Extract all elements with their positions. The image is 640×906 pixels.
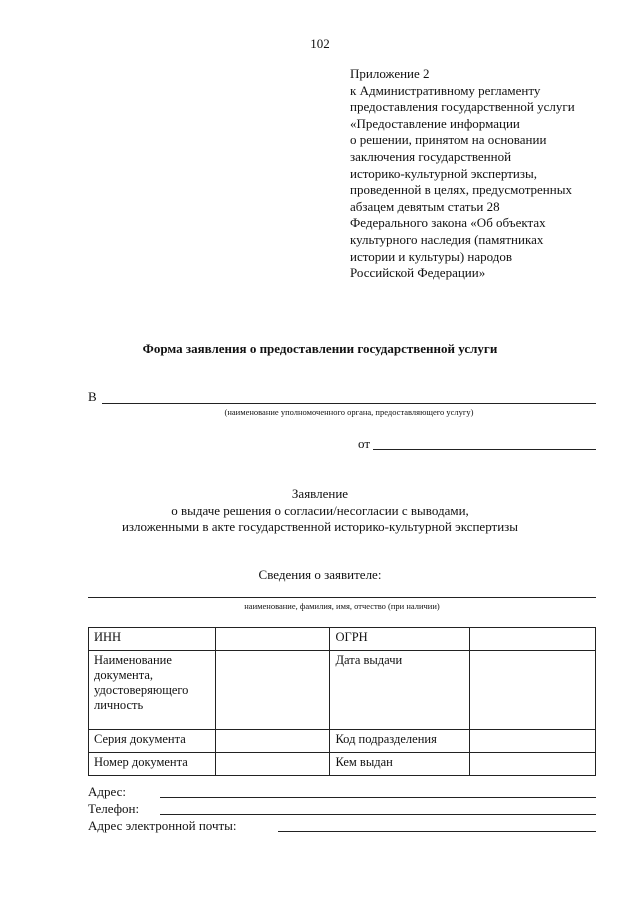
document-series-label: Серия документа [89,730,216,753]
document-series-value-cell[interactable] [216,730,330,753]
appendix-line: проведенной в целях, предусмотренных [350,182,572,198]
division-code-value-cell[interactable] [469,730,595,753]
division-code-label: Код подразделения [330,730,469,753]
appendix-line: абзацем девятым статьи 28 [350,198,500,214]
phone-label: Телефон: [88,801,140,816]
table-row [89,651,596,730]
recipient-caption: (наименование уполномоченного органа, предоставляющего услугу) [224,407,474,417]
statement-line: изложенными в акте государственной историко-культурной экспертизы [121,519,519,534]
phone-field-line[interactable] [160,814,596,815]
statement-line: о выдаче решения о согласии/несогласии с выводами, [171,502,469,518]
issued-by-label: Кем выдан [330,753,469,776]
ogrn-label: ОГРН [330,628,469,651]
table-row [89,730,596,753]
issue-date-label: Дата выдачи [330,651,469,730]
appendix-line: истории и культуры) народов [350,248,513,264]
appendix-line: Российской Федерации» [350,265,486,281]
applicant-caption: наименование, фамилия, имя, отчество (при наличии) [244,601,440,611]
issued-by-value-cell[interactable] [469,753,595,776]
applicant-title: Сведения о заявителе: [258,567,382,582]
table-row [89,628,596,651]
applicant-name-field-line[interactable] [88,597,596,598]
appendix-line: предоставления государственной услуги [350,99,575,115]
appendix-line: «Предоставление информации [350,115,520,131]
appendix-line: культурного наследия (памятниках [350,231,544,247]
email-field-line[interactable] [278,831,596,832]
sender-field-line[interactable] [373,449,596,450]
document-number-label: Номер документа [89,753,216,776]
inn-value-cell[interactable] [216,628,330,651]
appendix-line: к Административному регламенту [350,82,541,98]
statement-line: Заявление [291,486,349,501]
statement-heading [0,486,640,536]
document-number-value-cell[interactable] [216,753,330,776]
page-number: 102 [310,36,330,51]
address-field-line[interactable] [160,797,596,798]
ogrn-value-cell[interactable] [469,628,595,651]
appendix-line: о решении, принятом на основании [350,132,547,148]
inn-label: ИНН [89,628,216,651]
id-document-value-cell[interactable] [216,651,330,730]
sender-prefix: от [358,436,371,451]
id-document-label: Наименование документа, удостоверяющего личность [89,651,216,730]
appendix-line: Федерального закона «Об объектах [350,215,546,231]
appendix-line: заключения государственной [350,148,512,164]
issue-date-value-cell[interactable] [469,651,595,730]
appendix-line: историко-культурной экспертизы, [350,165,537,181]
email-label: Адрес электронной почты: [88,818,237,833]
appendix-note [350,66,575,282]
address-label: Адрес: [88,784,126,799]
form-title: Форма заявления о предоставлении государственной услуги [142,341,498,356]
recipient-prefix: В [88,389,97,404]
table-row [89,753,596,776]
recipient-field-line[interactable] [102,403,596,404]
applicant-info-table [88,627,596,776]
appendix-line: Приложение 2 [350,66,430,81]
